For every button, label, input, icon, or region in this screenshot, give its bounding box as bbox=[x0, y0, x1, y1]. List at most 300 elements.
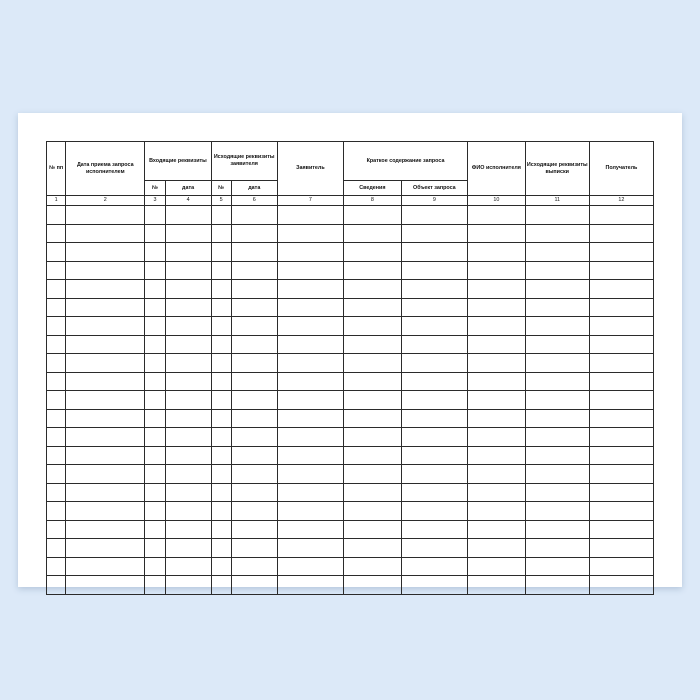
table-cell[interactable] bbox=[47, 280, 66, 299]
table-cell[interactable] bbox=[165, 483, 211, 502]
colnum-3: 3 bbox=[145, 196, 165, 206]
table-cell[interactable] bbox=[165, 539, 211, 558]
table-cell[interactable] bbox=[66, 298, 145, 317]
table-cell[interactable] bbox=[47, 502, 66, 521]
table-cell[interactable] bbox=[525, 446, 589, 465]
table-cell[interactable] bbox=[47, 520, 66, 539]
colnum-1: 1 bbox=[47, 196, 66, 206]
table-cell[interactable] bbox=[401, 224, 467, 243]
table-cell[interactable] bbox=[468, 298, 526, 317]
table-cell[interactable] bbox=[344, 224, 402, 243]
table-row[interactable] bbox=[47, 576, 654, 595]
table-cell[interactable] bbox=[211, 557, 231, 576]
table-cell[interactable] bbox=[165, 446, 211, 465]
table-cell[interactable] bbox=[344, 391, 402, 410]
table-cell[interactable] bbox=[211, 317, 231, 336]
table-cell[interactable] bbox=[589, 539, 653, 558]
table-cell[interactable] bbox=[165, 372, 211, 391]
table-cell[interactable] bbox=[145, 465, 165, 484]
table-cell[interactable] bbox=[47, 298, 66, 317]
table-cell[interactable] bbox=[66, 261, 145, 280]
table-cell[interactable] bbox=[145, 354, 165, 373]
table-cell[interactable] bbox=[401, 520, 467, 539]
table-cell[interactable] bbox=[344, 539, 402, 558]
table-cell[interactable] bbox=[145, 539, 165, 558]
table-cell[interactable] bbox=[165, 298, 211, 317]
table-row[interactable] bbox=[47, 428, 654, 447]
table-cell[interactable] bbox=[344, 261, 402, 280]
table-cell[interactable] bbox=[277, 206, 343, 225]
table-cell[interactable] bbox=[211, 280, 231, 299]
table-body bbox=[47, 206, 654, 595]
table-cell[interactable] bbox=[468, 576, 526, 595]
table-cell[interactable] bbox=[211, 224, 231, 243]
table-cell[interactable] bbox=[589, 576, 653, 595]
table-cell[interactable] bbox=[525, 206, 589, 225]
table-row[interactable] bbox=[47, 261, 654, 280]
colnum-8: 8 bbox=[344, 196, 402, 206]
table-cell[interactable] bbox=[468, 317, 526, 336]
table-cell[interactable] bbox=[344, 354, 402, 373]
table-cell[interactable] bbox=[589, 280, 653, 299]
table-cell[interactable] bbox=[165, 354, 211, 373]
colnum-2: 2 bbox=[66, 196, 145, 206]
table-cell[interactable] bbox=[231, 372, 277, 391]
colnum-10: 10 bbox=[468, 196, 526, 206]
table-cell[interactable] bbox=[231, 206, 277, 225]
table-cell[interactable] bbox=[66, 409, 145, 428]
table-cell[interactable] bbox=[211, 354, 231, 373]
table-cell[interactable] bbox=[47, 576, 66, 595]
table-cell[interactable] bbox=[344, 446, 402, 465]
table-cell[interactable] bbox=[344, 298, 402, 317]
table-cell[interactable] bbox=[145, 317, 165, 336]
table-row[interactable] bbox=[47, 520, 654, 539]
table-cell[interactable] bbox=[211, 206, 231, 225]
table-cell[interactable] bbox=[165, 576, 211, 595]
table-row[interactable] bbox=[47, 502, 654, 521]
table-cell[interactable] bbox=[468, 520, 526, 539]
table-cell[interactable] bbox=[277, 335, 343, 354]
table-cell[interactable] bbox=[47, 465, 66, 484]
table-cell[interactable] bbox=[231, 576, 277, 595]
table-cell[interactable] bbox=[401, 446, 467, 465]
header-date-received: Дата приема запроса исполнителем bbox=[66, 142, 145, 196]
table-cell[interactable] bbox=[66, 520, 145, 539]
colnum-5: 5 bbox=[211, 196, 231, 206]
table-cell[interactable] bbox=[277, 280, 343, 299]
table-cell[interactable] bbox=[277, 557, 343, 576]
table-cell[interactable] bbox=[277, 354, 343, 373]
table-cell[interactable] bbox=[589, 354, 653, 373]
table-cell[interactable] bbox=[589, 335, 653, 354]
table-cell[interactable] bbox=[231, 298, 277, 317]
table-cell[interactable] bbox=[589, 261, 653, 280]
table-cell[interactable] bbox=[525, 354, 589, 373]
table-row[interactable] bbox=[47, 539, 654, 558]
table-cell[interactable] bbox=[401, 206, 467, 225]
table-cell[interactable] bbox=[66, 557, 145, 576]
table-cell[interactable] bbox=[66, 354, 145, 373]
header-recipient: Получатель bbox=[589, 142, 653, 196]
table-cell[interactable] bbox=[344, 520, 402, 539]
table-cell[interactable] bbox=[165, 335, 211, 354]
table-cell[interactable] bbox=[165, 465, 211, 484]
table-cell[interactable] bbox=[401, 576, 467, 595]
table-cell[interactable] bbox=[468, 335, 526, 354]
table-cell[interactable] bbox=[468, 557, 526, 576]
table-cell[interactable] bbox=[66, 317, 145, 336]
table-cell[interactable] bbox=[165, 409, 211, 428]
table-cell[interactable] bbox=[145, 243, 165, 262]
table-cell[interactable] bbox=[47, 428, 66, 447]
table-cell[interactable] bbox=[66, 224, 145, 243]
table-cell[interactable] bbox=[231, 502, 277, 521]
paper-sheet bbox=[18, 113, 682, 587]
table-cell[interactable] bbox=[277, 298, 343, 317]
table-cell[interactable] bbox=[231, 391, 277, 410]
table-cell[interactable] bbox=[589, 298, 653, 317]
table-cell[interactable] bbox=[344, 206, 402, 225]
table-cell[interactable] bbox=[401, 557, 467, 576]
table-cell[interactable] bbox=[145, 206, 165, 225]
table-cell[interactable] bbox=[277, 317, 343, 336]
table-cell[interactable] bbox=[589, 409, 653, 428]
table-cell[interactable] bbox=[47, 539, 66, 558]
table-cell[interactable] bbox=[401, 317, 467, 336]
table-cell[interactable] bbox=[277, 465, 343, 484]
table-cell[interactable] bbox=[165, 502, 211, 521]
table-cell[interactable] bbox=[525, 280, 589, 299]
table-cell[interactable] bbox=[401, 372, 467, 391]
table-cell[interactable] bbox=[145, 372, 165, 391]
table-cell[interactable] bbox=[344, 465, 402, 484]
table-row[interactable] bbox=[47, 298, 654, 317]
table-cell[interactable] bbox=[277, 539, 343, 558]
table-cell[interactable] bbox=[145, 520, 165, 539]
table-cell[interactable] bbox=[344, 409, 402, 428]
table-cell[interactable] bbox=[66, 335, 145, 354]
table-cell[interactable] bbox=[468, 409, 526, 428]
table-row[interactable] bbox=[47, 206, 654, 225]
table-cell[interactable] bbox=[277, 391, 343, 410]
table-row[interactable] bbox=[47, 224, 654, 243]
table-cell[interactable] bbox=[589, 372, 653, 391]
table-cell[interactable] bbox=[525, 465, 589, 484]
table-cell[interactable] bbox=[525, 335, 589, 354]
table-cell[interactable] bbox=[468, 243, 526, 262]
table-cell[interactable] bbox=[401, 483, 467, 502]
header-request-summary: Краткое содержание запроса bbox=[344, 142, 468, 181]
table-cell[interactable] bbox=[468, 465, 526, 484]
table-cell[interactable] bbox=[47, 391, 66, 410]
table-cell[interactable] bbox=[525, 261, 589, 280]
table-cell[interactable] bbox=[277, 446, 343, 465]
table-cell[interactable] bbox=[165, 206, 211, 225]
table-cell[interactable] bbox=[231, 446, 277, 465]
header-outgoing-number: № bbox=[211, 181, 231, 196]
table-cell[interactable] bbox=[468, 206, 526, 225]
table-cell[interactable] bbox=[468, 483, 526, 502]
table-cell[interactable] bbox=[468, 372, 526, 391]
table-row[interactable] bbox=[47, 243, 654, 262]
table-cell[interactable] bbox=[47, 261, 66, 280]
table-cell[interactable] bbox=[165, 261, 211, 280]
table-cell[interactable] bbox=[525, 576, 589, 595]
table-cell[interactable] bbox=[47, 206, 66, 225]
table-cell[interactable] bbox=[211, 298, 231, 317]
table-cell[interactable] bbox=[211, 335, 231, 354]
table-cell[interactable] bbox=[525, 502, 589, 521]
table-cell[interactable] bbox=[145, 224, 165, 243]
table-cell[interactable] bbox=[165, 520, 211, 539]
table-cell[interactable] bbox=[277, 520, 343, 539]
table-cell[interactable] bbox=[165, 317, 211, 336]
table-row[interactable] bbox=[47, 483, 654, 502]
header-summary-object: Объект запроса bbox=[401, 181, 467, 196]
table-cell[interactable] bbox=[401, 261, 467, 280]
table-row[interactable] bbox=[47, 354, 654, 373]
table-cell[interactable] bbox=[468, 391, 526, 410]
table-cell[interactable] bbox=[47, 243, 66, 262]
table-cell[interactable] bbox=[211, 391, 231, 410]
table-cell[interactable] bbox=[401, 298, 467, 317]
header-npp: № пп bbox=[47, 142, 66, 196]
header-incoming-number: № bbox=[145, 181, 165, 196]
table-cell[interactable] bbox=[525, 298, 589, 317]
table-cell[interactable] bbox=[468, 280, 526, 299]
table-cell[interactable] bbox=[589, 206, 653, 225]
table-cell[interactable] bbox=[145, 409, 165, 428]
table-cell[interactable] bbox=[66, 539, 145, 558]
table-cell[interactable] bbox=[66, 483, 145, 502]
table-cell[interactable] bbox=[66, 243, 145, 262]
table-cell[interactable] bbox=[401, 354, 467, 373]
table-cell[interactable] bbox=[145, 483, 165, 502]
table-cell[interactable] bbox=[145, 335, 165, 354]
table-cell[interactable] bbox=[277, 483, 343, 502]
table-cell[interactable] bbox=[211, 261, 231, 280]
table-cell[interactable] bbox=[231, 280, 277, 299]
table-cell[interactable] bbox=[47, 557, 66, 576]
table-cell[interactable] bbox=[145, 391, 165, 410]
table-cell[interactable] bbox=[165, 557, 211, 576]
table-cell[interactable] bbox=[468, 261, 526, 280]
header-outgoing-applicant-details: Исходящие реквизиты заявителя bbox=[211, 142, 277, 181]
table-cell[interactable] bbox=[165, 243, 211, 262]
table-cell[interactable] bbox=[525, 317, 589, 336]
table-cell[interactable] bbox=[277, 409, 343, 428]
table-row[interactable] bbox=[47, 317, 654, 336]
table-cell[interactable] bbox=[468, 354, 526, 373]
table-cell[interactable] bbox=[344, 372, 402, 391]
table-cell[interactable] bbox=[66, 428, 145, 447]
table-cell[interactable] bbox=[47, 354, 66, 373]
colnum-11: 11 bbox=[525, 196, 589, 206]
table-row[interactable] bbox=[47, 557, 654, 576]
table-cell[interactable] bbox=[145, 576, 165, 595]
table-cell[interactable] bbox=[344, 317, 402, 336]
table-cell[interactable] bbox=[145, 261, 165, 280]
table-cell[interactable] bbox=[277, 261, 343, 280]
header-summary-info: Сведения bbox=[344, 181, 402, 196]
table-cell[interactable] bbox=[589, 465, 653, 484]
colnum-7: 7 bbox=[277, 196, 343, 206]
table-cell[interactable] bbox=[589, 391, 653, 410]
table-cell[interactable] bbox=[277, 243, 343, 262]
table-cell[interactable] bbox=[145, 280, 165, 299]
table-cell[interactable] bbox=[589, 317, 653, 336]
table-cell[interactable] bbox=[211, 409, 231, 428]
table-cell[interactable] bbox=[277, 428, 343, 447]
table-cell[interactable] bbox=[231, 409, 277, 428]
table-cell[interactable] bbox=[468, 428, 526, 447]
table-cell[interactable] bbox=[589, 446, 653, 465]
table-cell[interactable] bbox=[165, 428, 211, 447]
table-cell[interactable] bbox=[525, 372, 589, 391]
header-incoming-details: Входящие реквизиты bbox=[145, 142, 211, 181]
table-cell[interactable] bbox=[231, 539, 277, 558]
table-cell[interactable] bbox=[145, 557, 165, 576]
table-cell[interactable] bbox=[211, 372, 231, 391]
table-cell[interactable] bbox=[211, 502, 231, 521]
table-cell[interactable] bbox=[589, 557, 653, 576]
table-cell[interactable] bbox=[525, 391, 589, 410]
registration-table bbox=[46, 141, 654, 595]
table-cell[interactable] bbox=[344, 243, 402, 262]
table-cell[interactable] bbox=[47, 409, 66, 428]
table-cell[interactable] bbox=[47, 483, 66, 502]
table-cell[interactable] bbox=[231, 335, 277, 354]
table-cell[interactable] bbox=[344, 428, 402, 447]
table-cell[interactable] bbox=[401, 465, 467, 484]
header-outgoing-extract-details: Исходящие реквизиты выписки bbox=[525, 142, 589, 196]
table-cell[interactable] bbox=[589, 483, 653, 502]
table-cell[interactable] bbox=[401, 409, 467, 428]
table-cell[interactable] bbox=[525, 428, 589, 447]
table-cell[interactable] bbox=[468, 224, 526, 243]
table-cell[interactable] bbox=[145, 298, 165, 317]
table-cell[interactable] bbox=[344, 576, 402, 595]
table-cell[interactable] bbox=[525, 557, 589, 576]
table-cell[interactable] bbox=[525, 243, 589, 262]
table-cell[interactable] bbox=[589, 224, 653, 243]
table-cell[interactable] bbox=[525, 224, 589, 243]
table-row[interactable] bbox=[47, 465, 654, 484]
table-cell[interactable] bbox=[211, 520, 231, 539]
table-cell[interactable] bbox=[401, 539, 467, 558]
table-cell[interactable] bbox=[231, 520, 277, 539]
table-cell[interactable] bbox=[47, 446, 66, 465]
table-cell[interactable] bbox=[211, 465, 231, 484]
table-cell[interactable] bbox=[468, 502, 526, 521]
colnum-6: 6 bbox=[231, 196, 277, 206]
table-cell[interactable] bbox=[66, 446, 145, 465]
table-cell[interactable] bbox=[277, 372, 343, 391]
register-table-area bbox=[46, 141, 654, 595]
table-cell[interactable] bbox=[401, 391, 467, 410]
table-cell[interactable] bbox=[47, 224, 66, 243]
table-cell[interactable] bbox=[277, 502, 343, 521]
table-cell[interactable] bbox=[401, 428, 467, 447]
table-cell[interactable] bbox=[231, 483, 277, 502]
table-cell[interactable] bbox=[231, 317, 277, 336]
table-cell[interactable] bbox=[589, 502, 653, 521]
table-cell[interactable] bbox=[344, 483, 402, 502]
table-cell[interactable] bbox=[211, 483, 231, 502]
table-cell[interactable] bbox=[401, 280, 467, 299]
table-cell[interactable] bbox=[231, 243, 277, 262]
table-cell[interactable] bbox=[165, 391, 211, 410]
table-cell[interactable] bbox=[468, 446, 526, 465]
table-cell[interactable] bbox=[66, 465, 145, 484]
table-cell[interactable] bbox=[66, 372, 145, 391]
table-cell[interactable] bbox=[525, 483, 589, 502]
table-cell[interactable] bbox=[231, 354, 277, 373]
table-cell[interactable] bbox=[277, 576, 343, 595]
table-cell[interactable] bbox=[277, 224, 343, 243]
table-cell[interactable] bbox=[66, 391, 145, 410]
table-cell[interactable] bbox=[231, 557, 277, 576]
table-cell[interactable] bbox=[211, 539, 231, 558]
table-row[interactable] bbox=[47, 391, 654, 410]
table-cell[interactable] bbox=[344, 335, 402, 354]
table-row[interactable] bbox=[47, 372, 654, 391]
table-cell[interactable] bbox=[231, 428, 277, 447]
table-cell[interactable] bbox=[66, 280, 145, 299]
table-row[interactable] bbox=[47, 409, 654, 428]
table-cell[interactable] bbox=[165, 224, 211, 243]
table-cell[interactable] bbox=[47, 335, 66, 354]
table-cell[interactable] bbox=[525, 409, 589, 428]
table-row[interactable] bbox=[47, 446, 654, 465]
table-cell[interactable] bbox=[344, 280, 402, 299]
table-cell[interactable] bbox=[468, 539, 526, 558]
table-cell[interactable] bbox=[47, 317, 66, 336]
table-cell[interactable] bbox=[401, 502, 467, 521]
table-cell[interactable] bbox=[231, 224, 277, 243]
table-cell[interactable] bbox=[145, 428, 165, 447]
table-cell[interactable] bbox=[589, 243, 653, 262]
table-cell[interactable] bbox=[66, 206, 145, 225]
table-cell[interactable] bbox=[165, 280, 211, 299]
table-cell[interactable] bbox=[211, 446, 231, 465]
table-cell[interactable] bbox=[231, 465, 277, 484]
table-cell[interactable] bbox=[344, 557, 402, 576]
table-cell[interactable] bbox=[401, 243, 467, 262]
colnum-12: 12 bbox=[589, 196, 653, 206]
table-cell[interactable] bbox=[211, 428, 231, 447]
table-cell[interactable] bbox=[525, 520, 589, 539]
table-cell[interactable] bbox=[47, 372, 66, 391]
table-cell[interactable] bbox=[589, 428, 653, 447]
table-cell[interactable] bbox=[145, 446, 165, 465]
table-cell[interactable] bbox=[401, 335, 467, 354]
table-cell[interactable] bbox=[211, 243, 231, 262]
table-cell[interactable] bbox=[344, 502, 402, 521]
table-header-row-main bbox=[47, 142, 654, 181]
table-cell[interactable] bbox=[589, 520, 653, 539]
table-cell[interactable] bbox=[66, 502, 145, 521]
table-row[interactable] bbox=[47, 280, 654, 299]
table-cell[interactable] bbox=[66, 576, 145, 595]
table-cell[interactable] bbox=[525, 539, 589, 558]
table-cell[interactable] bbox=[231, 261, 277, 280]
header-outgoing-date: дата bbox=[231, 181, 277, 196]
table-row[interactable] bbox=[47, 335, 654, 354]
table-cell[interactable] bbox=[145, 502, 165, 521]
table-cell[interactable] bbox=[211, 576, 231, 595]
